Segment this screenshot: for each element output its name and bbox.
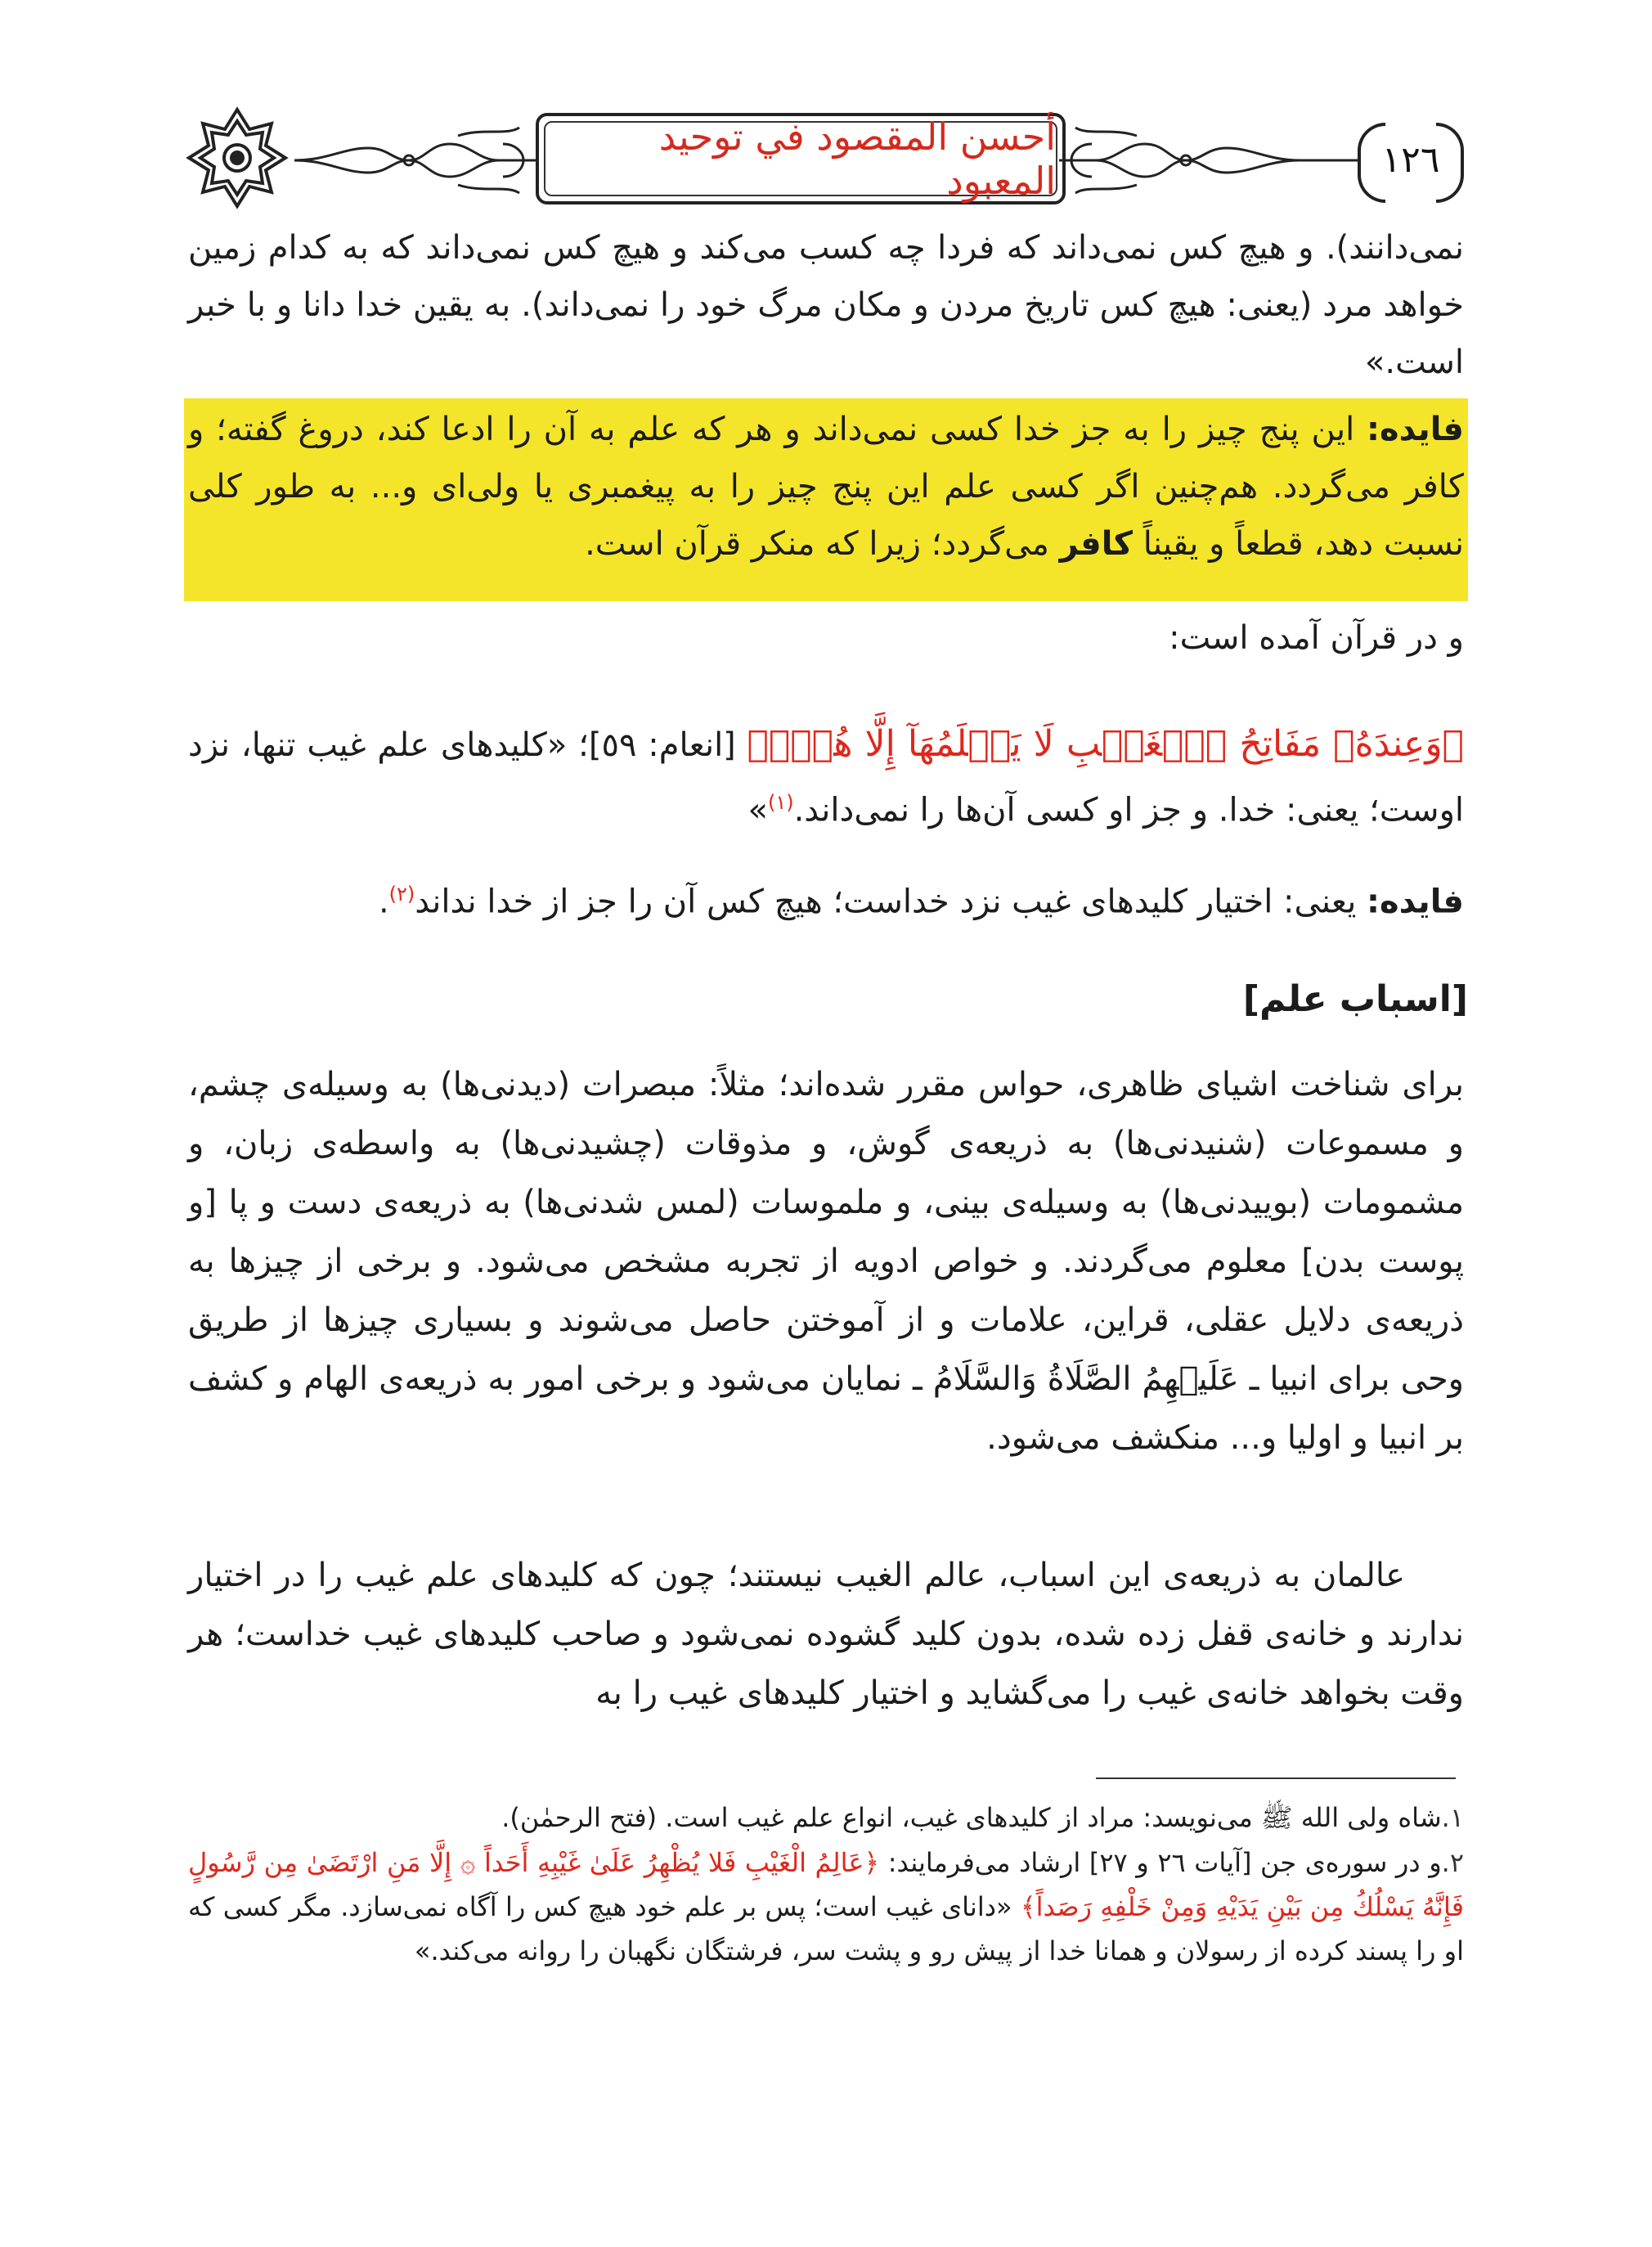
kafir-bold: کافر bbox=[1059, 525, 1134, 563]
quran-verse: ﴿وَعِندَهُۥ مَفَاتِحُ ٱلۡغَيۡبِ لَا يَعۡلَمُهَآ إِلَّا هُوَۚ﴾ bbox=[747, 723, 1465, 765]
faideh-label: فایده: bbox=[1367, 883, 1464, 921]
footnote-verse: ﴿عَالِمُ الْغَيْبِ فَلا يُظْهِرُ عَلَىٰ غَيْبِهِ أَحَداً ۞ إِلَّا مَنِ ارْتَضَىٰ مِن رَّسُولٍ فَإِنَّهُ يَسْلُكُ مِن بَيْنِ يَدَيْهِ وَمِنْ خَلْفِهِ رَصَداً﴾ bbox=[188, 1847, 1465, 1922]
running-title-frame bbox=[536, 113, 1066, 204]
quran-intro: و در قرآن آمده است: bbox=[1169, 619, 1464, 657]
page-header bbox=[184, 98, 1464, 221]
verse-reference: [انعام: ٥٩]؛ bbox=[578, 726, 747, 764]
footnote-ref-2: (٢) bbox=[388, 883, 415, 906]
right-arabesque-ornament bbox=[1059, 119, 1358, 201]
faideh-paragraph-2: فایده: یعنی: اختیار کلیدهای غیب نزد خداست؛ هیچ کس آن را جز از خدا نداند$^{(٢)}$. bbox=[378, 883, 1464, 921]
left-arabesque-ornament bbox=[294, 119, 536, 201]
alimun-paragraph: عالمان به ذریعه‌ی این اسباب، عالم الغیب نیستند؛ چون که کلیدهای علم غیب را در اختیار ندارند و خانه‌ی قفل زده شده، بدون کلید گشوده نمی‌شود و صاحب کلیدهای غیب خداست؛ هر وقت بخواهد خانه‌ی غیب را می‌گشاید و اختیار کلیدهای غیب را به bbox=[188, 1557, 1464, 1712]
running-title: أحسن المقصود في توحيد المعبود bbox=[658, 115, 1056, 203]
faideh-label: فایده: bbox=[1367, 411, 1464, 448]
rosette-icon bbox=[184, 105, 290, 211]
asbab-paragraph: برای شناخت اشیای ظاهری، حواس مقرر شده‌اند؛ مثلاً: مبصرات (دیدنی‌ها) به وسیله‌ی چشم، و مسموعات (شنیدنی‌ها) به ذریعه‌ی گوش، و مذوقات (چشیدنی‌ها) به واسطه‌ی زبان، و مشمومات (بوییدنی‌ها) به وسیله‌ی بینی، و ملموسات (لمس شدنی‌ها) به ذریعه‌ی دست و پا [و پوست بدن] معلوم می‌گردند. و خواص ادویه از تجربه مشخص می‌شود. و برخی از چیزها به ذریعه‌ی دلایل عقلی، قراین، علامات و از آموختن حاصل می‌شوند و بسیاری چیزها از طریق وحی برای انبیا ـ عَلَيۡهِمُ الصَّلَاةُ وَالسَّلَامُ ـ نمایان می‌شود و برخی امور به ذریعه‌ی الهام و کشف بر انبیا و اولیا و... منکشف می‌شود. bbox=[188, 1066, 1464, 1457]
footnote-2: ٢.و در سوره‌ی جن [آیات ٢٦ و ٢٧] ارشاد می‌فرمایند: ﴿عَالِمُ الْغَيْبِ فَلا يُظْهِرُ عَلَىٰ غَيْبِهِ أَحَداً ۞ إِلَّا مَنِ ارْتَضَىٰ مِن رَّسُولٍ فَإِنَّهُ يَسْلُكُ مِن بَيْنِ يَدَيْهِ وَمِنْ خَلْفِهِ رَصَداً﴾ «دانای غیب است؛ پس بر علم خود هیچ کس را آگاه نمی‌سازد. مگر کسی که او را پسند کرده از رسولان و همانا خدا از پیش رو و پشت سر، فرشتگان نگهبان را روانه می‌کند.» bbox=[188, 1847, 1465, 1966]
footnote-ref-1: (١) bbox=[767, 791, 794, 814]
section-heading: [اسباب علم] bbox=[1242, 978, 1468, 1020]
faideh-paragraph-1: فایده: این پنج چیز را به جز خدا کسی نمی‌داند و هر که علم به آن را ادعا کند، دروغ گفته؛ و کافر می‌گردد. هم‌چنین اگر کسی علم این پنج چیز را به پیغمبری یا ولی‌ای و... به طور کلی نسبت دهد، قطعاً و یقیناً کافر می‌گردد؛ زیرا که منکر قرآن است. bbox=[188, 411, 1464, 563]
footnote-divider bbox=[1096, 1777, 1456, 1779]
paragraph-continuation: نمی‌دانند). و هیچ کس نمی‌داند که فردا چه کسب می‌کند و هیچ کس نمی‌داند که به کدام زمین خواهد مرد (یعنی: هیچ کس تاریخ مردن و مکان مرگ خود را نمی‌داند). به یقین خدا دانا و با خبر است.» bbox=[188, 229, 1464, 381]
verse-paragraph: ﴿وَعِندَهُۥ مَفَاتِحُ ٱلۡغَيۡبِ لَا يَعۡلَمُهَآ إِلَّا هُوَۚ﴾ [انعام: ٥٩]؛ «کلیدهای علم غیب تنها، نزد اوست؛ یعنی: خدا. و جز او کسی آن‌ها را نمی‌داند.$^{(١)}$» bbox=[188, 723, 1465, 829]
page-number: ١٢٦ bbox=[1358, 123, 1464, 196]
footnote-1: ١.شاه ولی الله ﷺ می‌نویسد: مراد از کلیدهای غیب، انواع علم غیب است. (فتح الرحمٰن). bbox=[501, 1802, 1464, 1833]
